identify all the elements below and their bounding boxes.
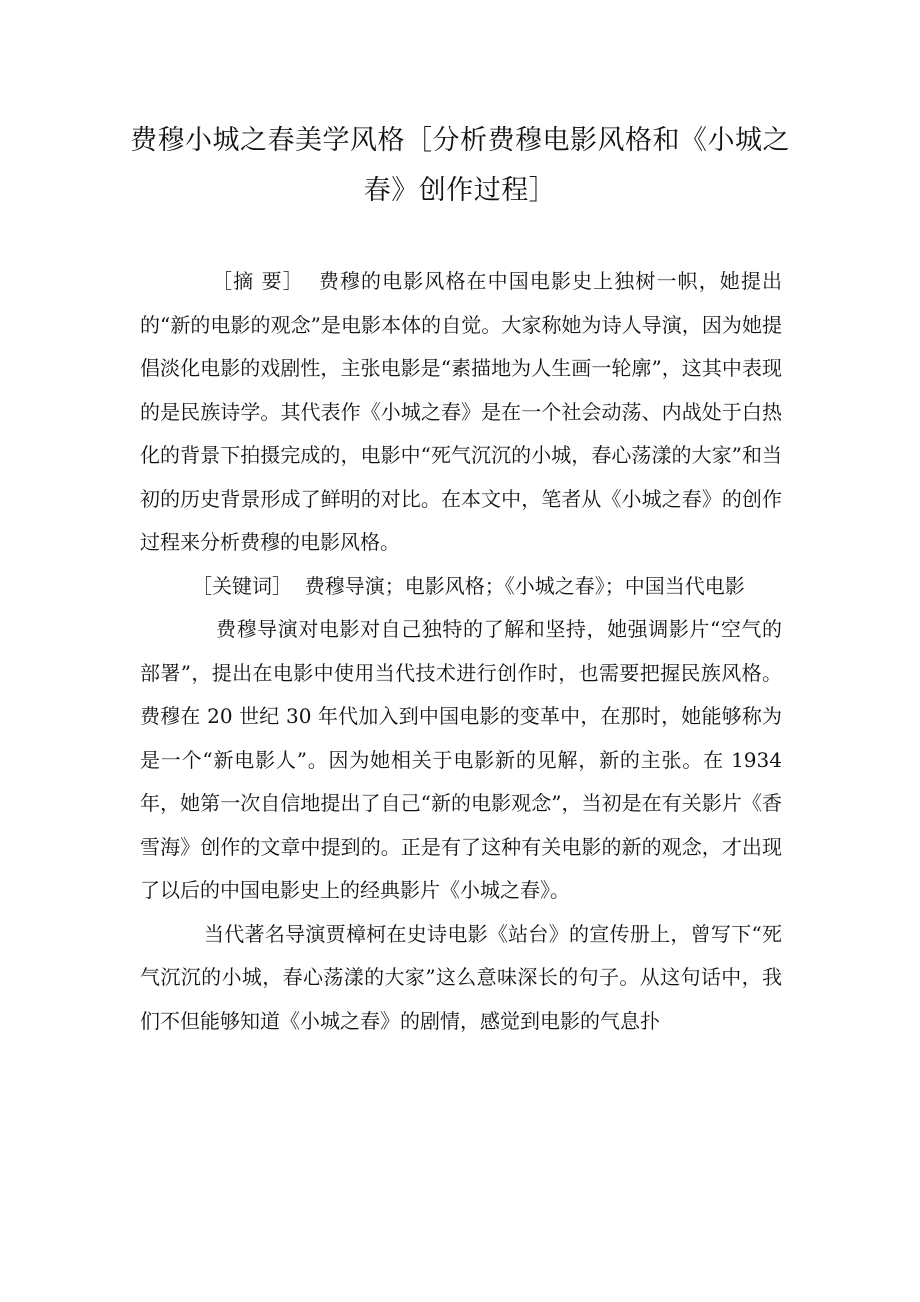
abstract-label: ［摘 要］ — [212, 269, 304, 293]
body-paragraph-2: 当代著名导演贾樟柯在史诗电影《站台》的宣传册上，曾写下“死气沉沉的小城，春心荡漾的大家”这么意味深长的句子。从这句话中，我们不但能够知道《小城之春》的剧情，感觉到电影的气息扑 — [140, 921, 782, 1033]
document-body — [140, 260, 782, 1043]
abstract-text: 费穆的电影风格在中国电影史上独树一帜，她提出的“新的电影的观念”是电影本体的自觉。大家称她为诗人导演，因为她提倡淡化电影的戏剧性，主张电影是“素描地为人生画一轮廓”，这其中表现的是民族诗学。其代表作《小城之春》是在一个社会动荡、内战处于白热化的背景下拍摄完成的，电影中“死气沉沉的小城，春心荡漾的大家”和当初的历史背景形成了鲜明的对比。在本文中，笔者从《小城之春》的创作过程来分析费穆的电影风格。 — [140, 269, 783, 554]
abstract-paragraph — [140, 260, 782, 565]
keywords-label: ［关键词］ — [192, 573, 292, 598]
body-paragraph-1: 费穆导演对电影对自己独特的了解和坚持，她强调影片“空气的部署”，提出在电影中使用当代技术进行创作时，也需要把握民族风格。费穆在 20 世纪 30 年代加入到中国电影的变革中，在那时，她能够称为是一个“新电影人”。因为她相关于电影新的见解，新的主张。在 1934 年，她第一次自信地提出了自己“新的电影观念”，当初是在有关影片《香雪海》创作的文章中提到的。正是有了这种有关电影的新的观念，才出现了以后的中国电影史上的经典影片《小城之春》。 — [140, 617, 782, 902]
document-title: 费穆小城之春美学风格［分析费穆电影风格和《小城之春》创作过程］ — [130, 125, 790, 206]
keywords-paragraph — [140, 565, 782, 609]
keywords-text: 费穆导演；电影风格；《小城之春》；中国当代电影 — [304, 573, 745, 598]
